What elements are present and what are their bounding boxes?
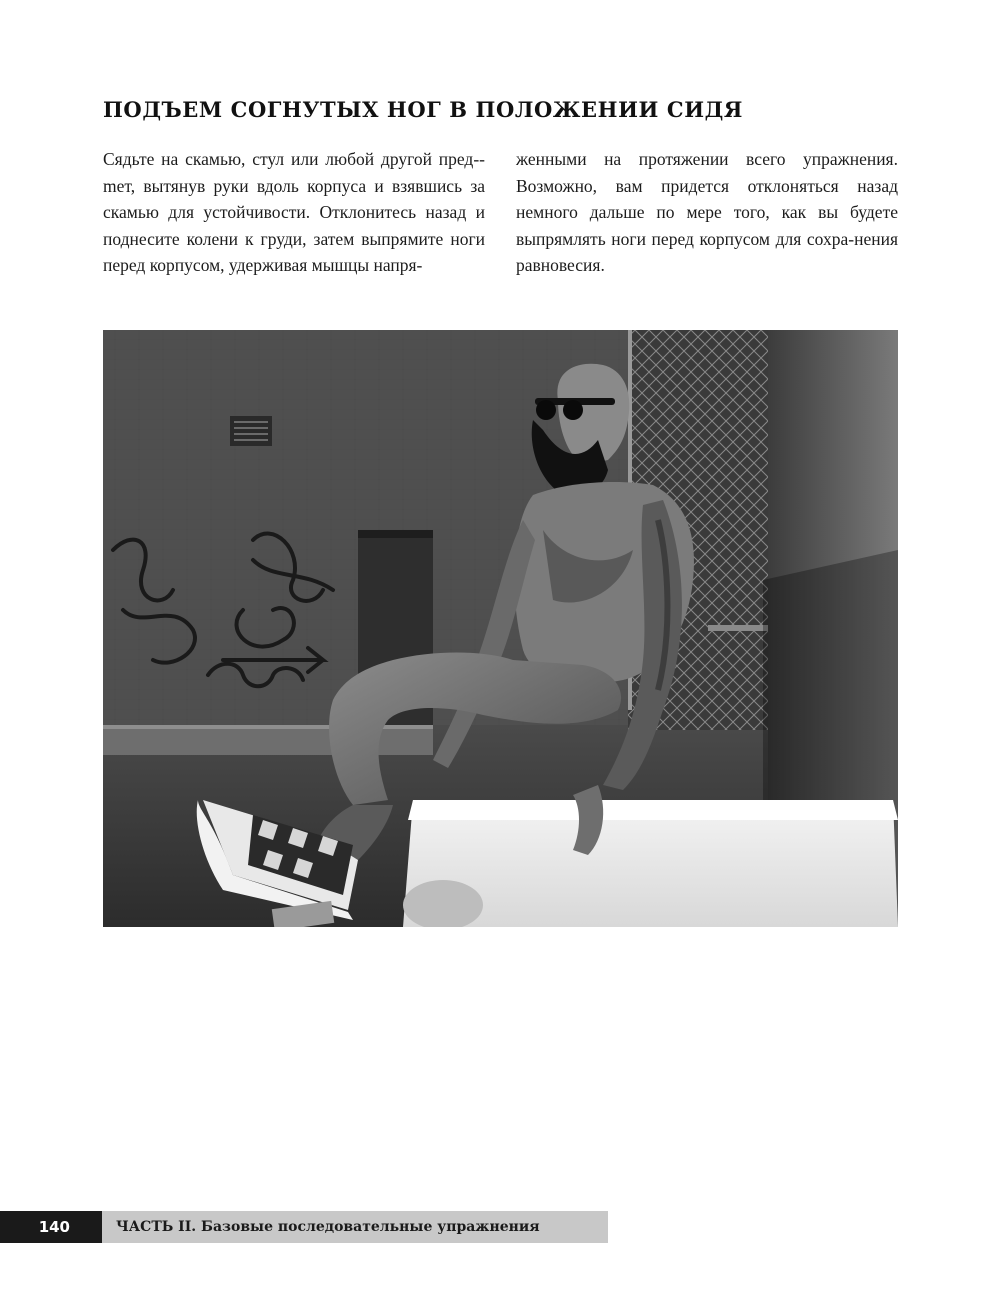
exercise-photo	[103, 330, 898, 927]
page-heading: ПОДЪЕМ СОГНУТЫХ НОГ В ПОЛОЖЕНИИ СИДЯ	[103, 97, 744, 122]
photo-seated-knee-raise-icon	[103, 330, 898, 927]
body-text	[103, 146, 898, 279]
page-number: 140	[0, 1211, 102, 1243]
body-column-left: Сядьте на скамью, стул или любой другой пред-mет, вытянув руки вдоль корпуса и взявшись за скамью для устойчивости. Отклонитесь назад и поднесите колени к груди, затем выпрямите ноги перед корпусом, удерживая мышцы напря-	[103, 149, 485, 275]
running-footer-title: ЧАСТЬ II. Базовые последовательные упражнения	[102, 1211, 608, 1243]
body-column-right: женными на протяжении всего упражнения. Возможно, вам придется отклоняться назад немного дальше по мере того, как вы будете выпрямлять ноги перед корпусом для сохра-нения равновесия.	[516, 149, 898, 275]
